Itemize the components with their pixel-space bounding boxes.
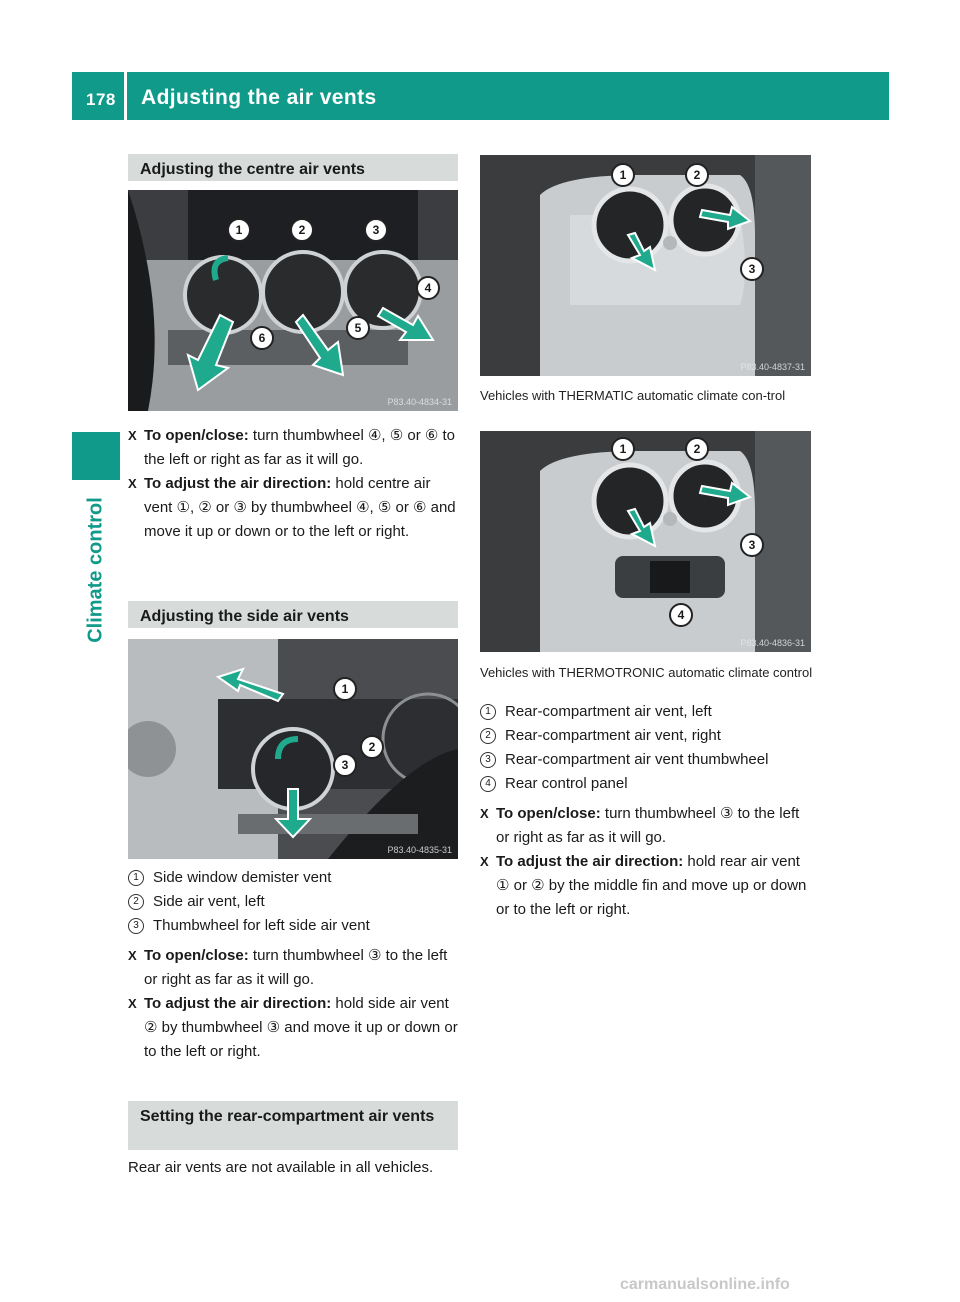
legend-number: 4 [480, 776, 496, 792]
callout-6: 6 [250, 326, 274, 350]
callout-4: 4 [669, 603, 693, 627]
legend-number: 1 [480, 704, 496, 720]
legend-text: Rear-compartment air vent, left [505, 703, 712, 720]
step-lead: To open/close: [144, 427, 249, 444]
step-text: hold rear air vent ① or ② by the middle fin and move up or down or to the left or right. [496, 853, 807, 918]
side-vents-photo [128, 639, 458, 859]
header-divider [124, 72, 127, 120]
photo-code: P83.40-4835-31 [387, 845, 452, 855]
watermark: carmanualsonline.info [620, 1276, 790, 1293]
callout-1: 1 [611, 163, 635, 187]
rear-vents-thermotronic-photo [480, 431, 811, 652]
step-marker: X [128, 996, 137, 1011]
legend-text: Rear control panel [505, 775, 628, 792]
step-marker: X [128, 428, 137, 443]
legend-number: 2 [128, 894, 144, 910]
step-lead: To adjust the air direction: [144, 995, 332, 1012]
caption-thermotronic: Vehicles with THERMOTRONIC automatic climate control [480, 665, 813, 680]
photo-code: P83.40-4837-31 [740, 362, 805, 372]
centre-vents-heading: Adjusting the centre air vents [128, 154, 458, 181]
step-marker: X [128, 476, 137, 491]
side-tab-marker [72, 432, 120, 480]
step-lead: To open/close: [496, 805, 601, 822]
callout-2: 2 [685, 437, 709, 461]
callout-3: 3 [740, 533, 764, 557]
callout-2: 2 [360, 735, 384, 759]
legend-number: 3 [128, 918, 144, 934]
step-marker: X [480, 806, 489, 821]
legend-text: Rear-compartment air vent thumbwheel [505, 751, 769, 768]
callout-4: 4 [416, 276, 440, 300]
callout-3: 3 [364, 218, 388, 242]
centre-vents-photo [128, 190, 458, 411]
step-text: turn thumbwheel ③ to the left or right as far as it will go. [496, 805, 800, 846]
photo-code: P83.40-4834-31 [387, 397, 452, 407]
step-text: turn thumbwheel ④, ⑤ or ⑥ to the left or right as far as it will go. [144, 427, 455, 468]
rear-vents-heading: Setting the rear-compartment air vents [128, 1101, 458, 1150]
legend-text: Rear-compartment air vent, right [505, 727, 721, 744]
callout-1: 1 [333, 677, 357, 701]
callout-2: 2 [290, 218, 314, 242]
step-text: turn thumbwheel ③ to the left or right as far as it will go. [144, 947, 448, 988]
rear-vents-intro: Rear air vents are not available in all vehicles. [128, 1159, 434, 1176]
callout-1: 1 [227, 218, 251, 242]
step-text: hold centre air vent ①, ② or ③ by thumbwheel ④, ⑤ or ⑥ and move it up or down or to the left or right. [144, 475, 456, 540]
step-lead: To open/close: [144, 947, 249, 964]
callout-5: 5 [346, 316, 370, 340]
callout-3: 3 [333, 753, 357, 777]
callout-1: 1 [611, 437, 635, 461]
legend-text: Side window demister vent [153, 869, 332, 886]
legend-text: Side air vent, left [153, 893, 265, 910]
step-marker: X [128, 948, 137, 963]
callout-2: 2 [685, 163, 709, 187]
callout-3: 3 [740, 257, 764, 281]
step-marker: X [480, 854, 489, 869]
legend-number: 1 [128, 870, 144, 886]
photo-code: P83.40-4836-31 [740, 638, 805, 648]
rear-vents-thermatic-photo [480, 155, 811, 376]
side-chapter-label: Climate control [84, 497, 107, 643]
step-lead: To adjust the air direction: [496, 853, 684, 870]
step-lead: To adjust the air direction: [144, 475, 332, 492]
step-text: hold side air vent ② by thumbwheel ③ and move it up or down or to the left or right. [144, 995, 458, 1060]
legend-number: 3 [480, 752, 496, 768]
page-number: 178 [86, 90, 116, 109]
legend-text: Thumbwheel for left side air vent [153, 917, 370, 934]
caption-thermatic: Vehicles with THERMATIC automatic climate con-trol [480, 388, 786, 403]
page-title: Adjusting the air vents [141, 86, 377, 109]
legend-number: 2 [480, 728, 496, 744]
side-vents-heading: Adjusting the side air vents [128, 601, 458, 628]
